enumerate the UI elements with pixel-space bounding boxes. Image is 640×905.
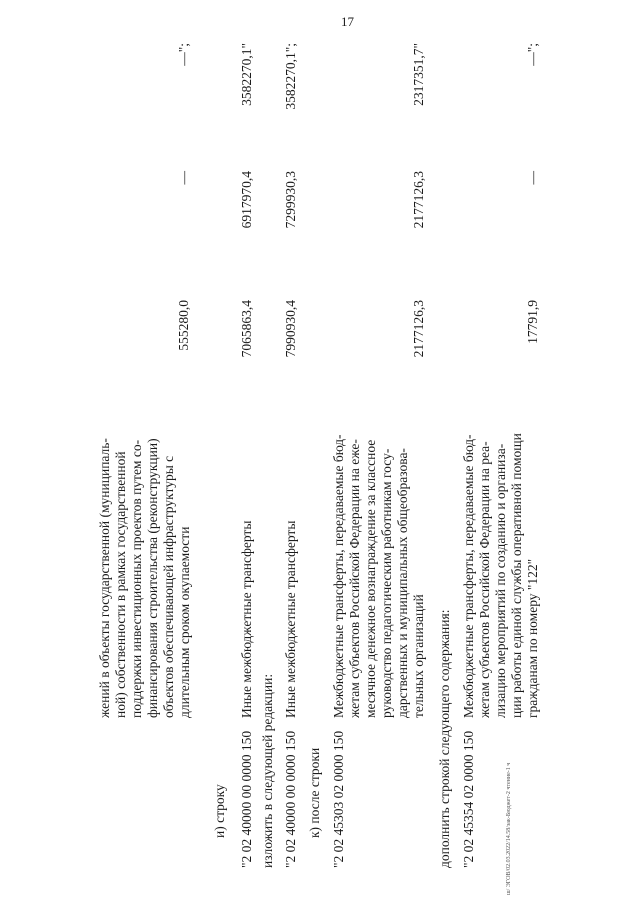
intro-line: финансирования строительства (реконструкции) [145, 438, 160, 718]
intro-value-2: — [176, 171, 191, 185]
row1-value-2: 6917970,4 [239, 171, 254, 229]
row2-description: Иные межбюджетные трансферты [283, 520, 298, 718]
edit-label: изложить в следующей редакции: [260, 673, 275, 868]
intro-value-1: 555280,0 [176, 300, 191, 351]
row3-desc-line: тельных организаций [411, 594, 426, 718]
item-k-label: к) после строки [307, 747, 322, 838]
intro-line: жений в объекты государственной (муниципаль- [97, 438, 112, 718]
intro-line: длительным сроком окупаемости [177, 526, 192, 718]
row3-value-1: 2177126,3 [411, 300, 426, 358]
intro-line: ной) собственности в рамках государственной [113, 451, 128, 718]
row3-value-3: 2317351,7" [411, 43, 426, 106]
row1-value-3: 3582270,1" [239, 43, 254, 106]
row1-value-1: 7065863,4 [239, 300, 254, 358]
row3-desc-line: Межбюджетные трансферты, передаваемые бюд- [331, 434, 346, 718]
row4-desc-line: Межбюджетные трансферты, передаваемые бюд- [461, 434, 476, 718]
row3-desc-line: жетам субъектов Российской Федерации на еже- [347, 439, 362, 718]
row2-value-3: 3582270,1"; [283, 43, 298, 110]
row1-code: "2 02 40000 00 0000 150 [239, 730, 254, 868]
row4-value-1: 17791,9 [525, 300, 540, 344]
row4-value-2: — [525, 171, 540, 185]
add-label: дополнить строкой следующего содержания: [437, 609, 452, 868]
row4-desc-line: гражданам по номеру "122" [525, 558, 540, 718]
row2-value-2: 7299930,3 [283, 171, 298, 229]
row2-value-1: 7990930,4 [283, 300, 298, 358]
row1-description: Иные межбюджетные трансферты [239, 520, 254, 718]
row4-desc-line: жетам субъектов Российской Федерации на реа- [477, 441, 492, 718]
row3-value-2: 2177126,3 [411, 171, 426, 229]
item-i-label: и) строку [212, 784, 227, 838]
row4-description [461, 418, 541, 718]
page-number: 17 [341, 14, 354, 29]
print-stamp: ш/ ЭГОВ/02.03.2022/14.58/зак-Бюджет-2 чтение-1 ч [505, 762, 512, 895]
row4-value-3: —"; [525, 43, 540, 66]
row4-desc-line: ции работы единой службы оперативной помощи [509, 433, 524, 718]
row4-desc-line: лизацию мероприятий по созданию и организа- [493, 443, 508, 718]
row3-desc-line: дарственных и муниципальных общеобразова- [395, 448, 410, 718]
row3-desc-line: руководство педагогическим работникам госу- [379, 448, 394, 718]
row3-code: "2 02 45303 02 0000 150 [331, 730, 346, 868]
intro-value-3: —"; [176, 43, 191, 66]
intro-line: объектов обеспечивающей инфраструктуры с [161, 455, 176, 718]
row3-description [331, 418, 427, 718]
row3-desc-line: месячное денежное вознаграждение за классное [363, 439, 378, 718]
rotated-table-sheet [95, 33, 565, 868]
intro-description [97, 418, 193, 718]
intro-line: поддержки инвестиционных проектов путем со- [129, 439, 144, 718]
row2-code: "2 02 40000 00 0000 150 [283, 730, 298, 868]
row4-code: "2 02 45354 02 0000 150 [461, 730, 476, 868]
